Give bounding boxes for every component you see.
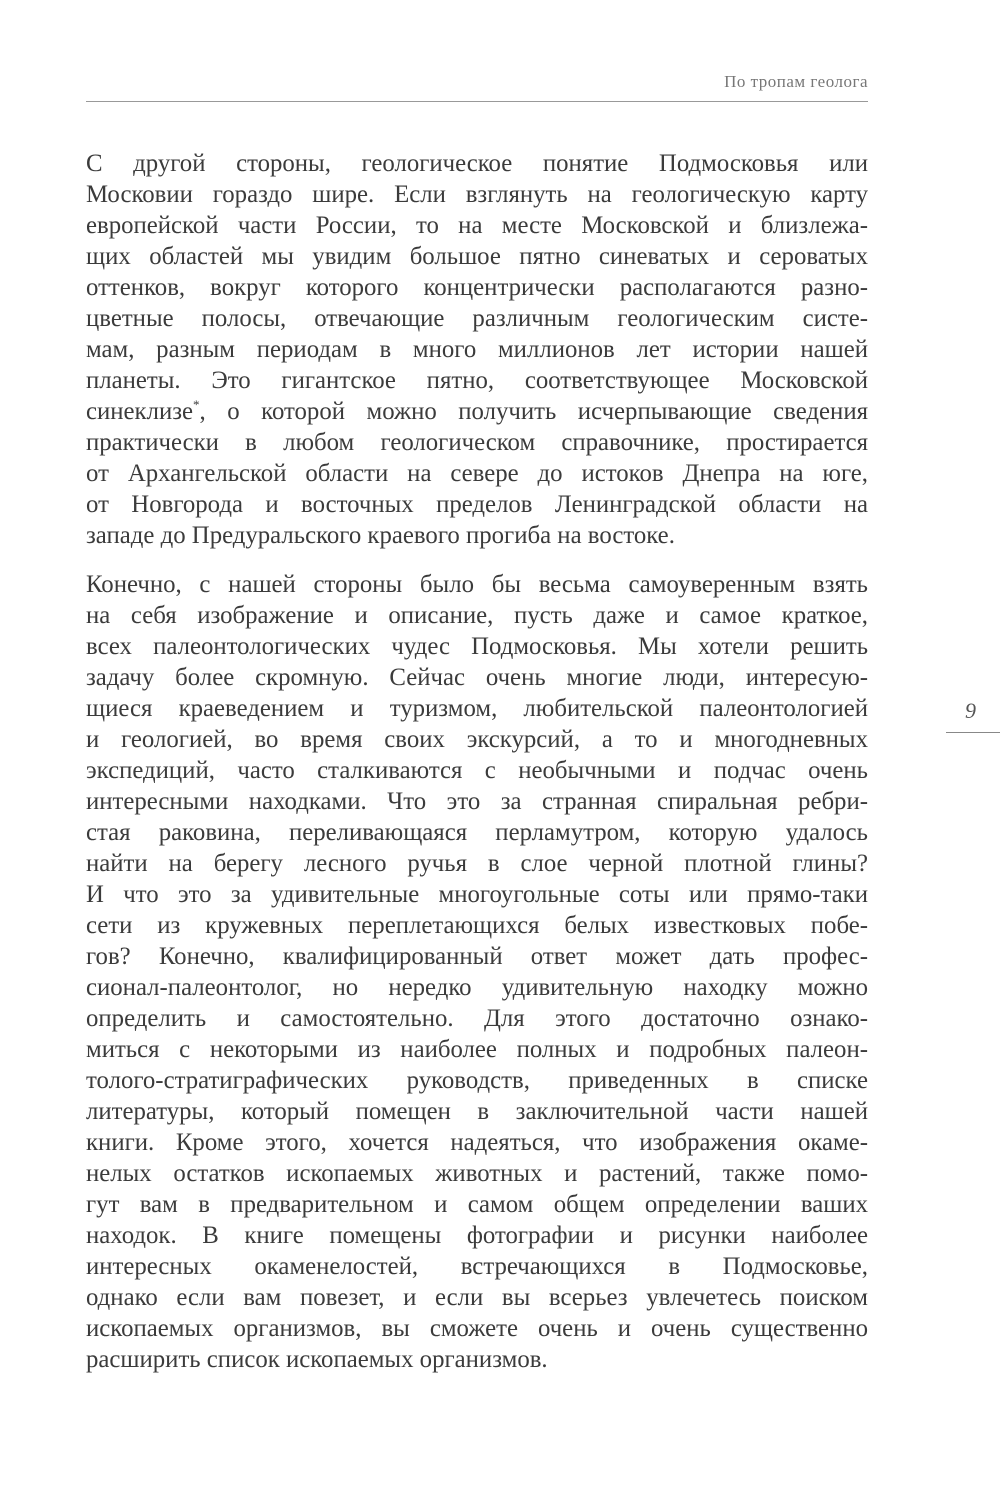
footnote-anchor-word: синеклизе xyxy=(86,398,194,425)
text-line: гут вам в предварительном и самом общем определении ваших xyxy=(86,1191,868,1218)
footnote-line-rest: , о которой можно получить исчерпывающие сведения xyxy=(199,398,868,425)
text-line: определить и самостоятельно. Для этого достаточно ознако- xyxy=(86,1005,868,1032)
text-line: всех палеонтологических чудес Подмосковья. Мы хотели решить xyxy=(86,633,868,660)
text-line: мам, разным периодам в много миллионов лет истории нашей xyxy=(86,336,868,363)
text-line: практически в любом геологическом справочнике, простирается xyxy=(86,429,868,456)
paragraph-1 xyxy=(86,148,868,551)
text-line: книги. Кроме этого, хочется надеяться, что изображения окаме- xyxy=(86,1129,868,1156)
paragraph-2 xyxy=(86,569,868,1375)
text-line: задачу более скромную. Сейчас очень многие люди, интересую- xyxy=(86,664,868,691)
text-line: стая раковина, переливающаяся перламутром, которую удалось xyxy=(86,819,868,846)
text-line: щиеся краеведением и туризмом, любительской палеонтологией xyxy=(86,695,868,722)
text-line: однако если вам повезет, и если вы всерьез увлечетесь поиском xyxy=(86,1284,868,1311)
text-line: щих областей мы увидим большое пятно синеватых и сероватых xyxy=(86,243,868,270)
text-line: оттенков, вокруг которого концентрически располагаются разно- xyxy=(86,274,868,301)
text-line: толого-стратиграфических руководств, приведенных в списке xyxy=(86,1067,868,1094)
text-line: расширить список ископаемых организмов. xyxy=(86,1346,548,1373)
body-text xyxy=(86,148,868,1375)
running-head-title: По тропам геолога xyxy=(724,72,868,91)
text-line: сионал-палеонтолог, но нередко удивительную находку можно xyxy=(86,974,868,1001)
text-line: литературы, который помещен в заключительной части нашей xyxy=(86,1098,868,1125)
text-line: европейской части России, то на месте Московской и близлежа- xyxy=(86,212,868,239)
text-line: ископаемых организмов, вы сможете очень и очень существенно xyxy=(86,1315,868,1342)
text-line: западе до Предуральского краевого прогиба на востоке. xyxy=(86,522,675,549)
header-divider xyxy=(86,101,868,102)
text-line: от Новгорода и восточных пределов Ленинградской области на xyxy=(86,491,868,518)
text-line: миться с некоторыми из наиболее полных и подробных палеон- xyxy=(86,1036,868,1063)
text-line: Московии гораздо шире. Если взглянуть на геологическую карту xyxy=(86,181,868,208)
text-line: Конечно, с нашей стороны было бы весьма самоуверенным взять xyxy=(86,571,868,598)
text-line: интересными находками. Что это за странная спиральная ребри- xyxy=(86,788,868,815)
text-line: интересных окаменелостей, встречающихся в Подмосковье, xyxy=(86,1253,868,1280)
paragraph-gap xyxy=(86,551,868,569)
text-line: нелых остатков ископаемых животных и растений, также помо- xyxy=(86,1160,868,1187)
text-line: И что это за удивительные многоугольные соты или прямо-таки xyxy=(86,881,868,908)
text-line: от Архангельской области на севере до истоков Днепра на юге, xyxy=(86,460,868,487)
text-line: находок. В книге помещены фотографии и рисунки наиболее xyxy=(86,1222,868,1249)
text-line: С другой стороны, геологическое понятие Подмосковья или xyxy=(86,150,868,177)
page-number: 9 xyxy=(965,698,976,723)
text-line: планеты. Это гигантское пятно, соответствующее Московской xyxy=(86,367,868,394)
footnote-marker: * xyxy=(193,397,200,412)
text-line: гов? Конечно, квалифицированный ответ может дать профес- xyxy=(86,943,868,970)
text-line: найти на берегу лесного ручья в слое черной плотной глины? xyxy=(86,850,868,877)
text-line-with-footnote xyxy=(86,396,868,427)
text-line: и геологией, во время своих экскурсий, а то и многодневных xyxy=(86,726,868,753)
text-line: цветные полосы, отвечающие различным геологическим систе- xyxy=(86,305,868,332)
text-line: сети из кружевных переплетающихся белых известковых побе- xyxy=(86,912,868,939)
page-number-divider xyxy=(946,732,1000,733)
text-line: экспедиций, часто сталкиваются с необычными и подчас очень xyxy=(86,757,868,784)
text-line: на себя изображение и описание, пусть даже и самое краткое, xyxy=(86,602,868,629)
